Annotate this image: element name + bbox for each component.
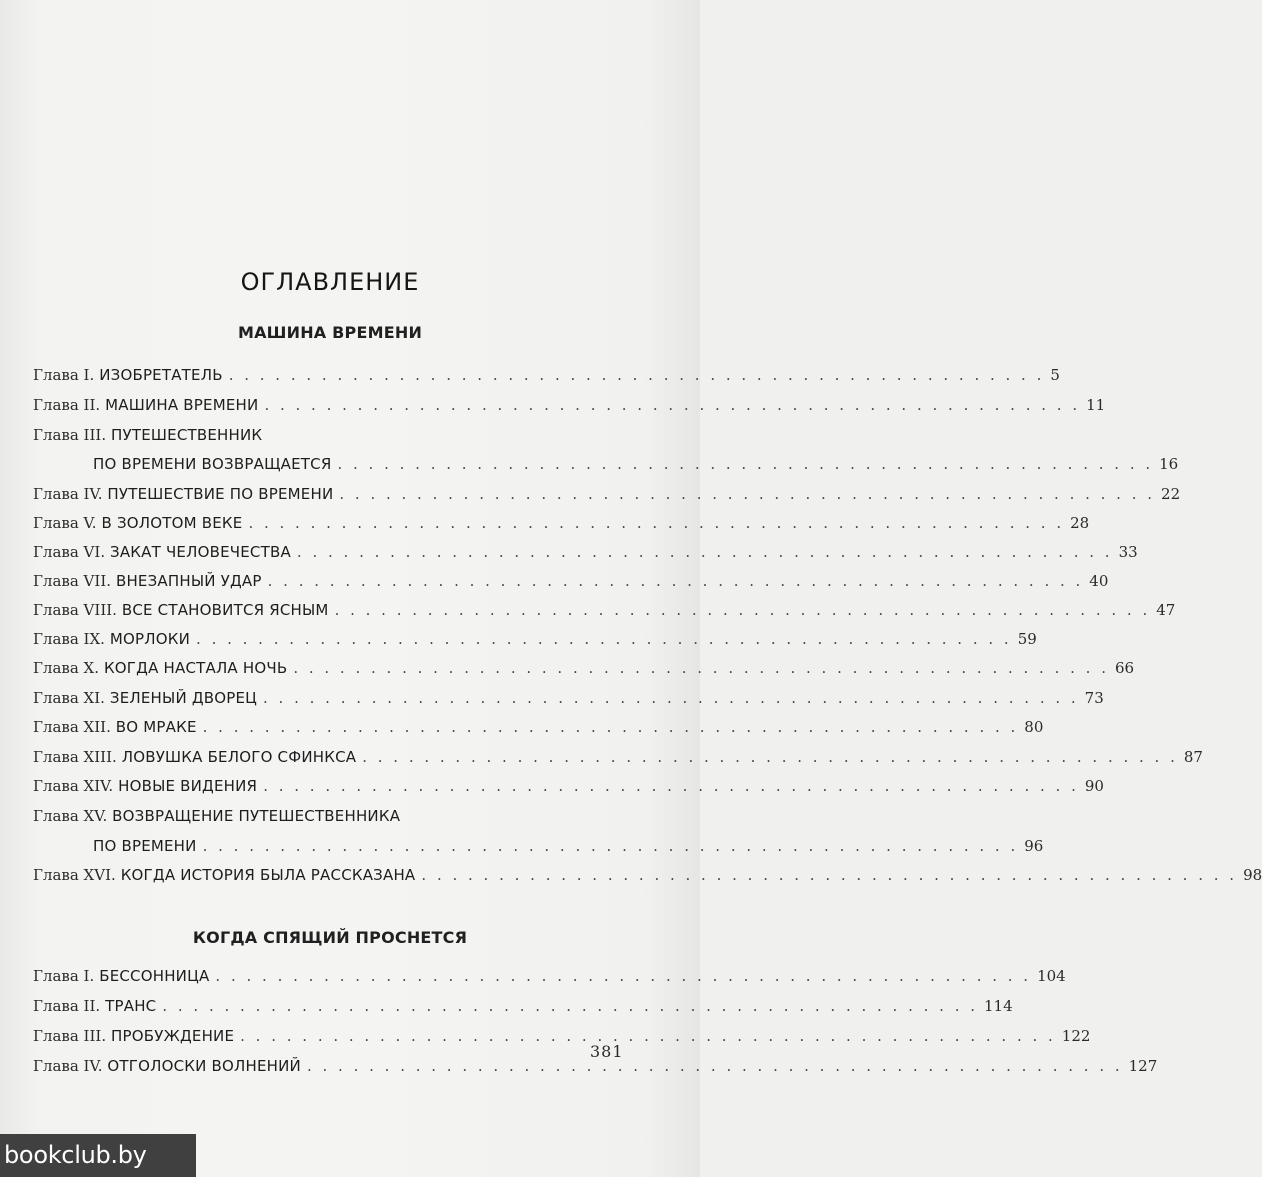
- toc-entry: [33, 659, 1135, 683]
- page-ref: 73: [1084, 689, 1104, 707]
- toc-entry-label: [33, 601, 329, 619]
- chapter-number: Глава IX.: [33, 630, 105, 648]
- dot-leader: . . . . . . . . . . . . . . . . . . . . . . . . . . . . . . . . . . . . . . . . . . . . . . . . . . . . .: [339, 485, 1156, 503]
- dot-leader: . . . . . . . . . . . . . . . . . . . . . . . . . . . . . . . . . . . . . . . . . . . . . . . . . . . . .: [421, 866, 1238, 884]
- toc-entry: [33, 485, 1181, 509]
- toc-entry-label: [33, 1057, 301, 1075]
- toc-entry-label: [33, 1027, 234, 1045]
- toc-entry-label: [33, 866, 415, 884]
- chapter-title: ЛОВУШКА БЕЛОГО СФИНКСА: [121, 748, 357, 766]
- toc-entry: [33, 366, 1060, 390]
- toc-entry-label: [33, 997, 156, 1015]
- dot-leader: . . . . . . . . . . . . . . . . . . . . . . . . . . . . . . . . . . . . . . . . . . . . . . . . . . . . .: [248, 514, 1065, 532]
- dot-leader: . . . . . . . . . . . . . . . . . . . . . . . . . . . . . . . . . . . . . . . . . . . . . . . . . . . . .: [202, 837, 1019, 855]
- chapter-number: Глава VII.: [33, 572, 112, 590]
- page-ref: 104: [1037, 967, 1066, 985]
- page-ref: 16: [1159, 455, 1179, 473]
- page-ref: 66: [1114, 659, 1135, 677]
- chapter-number: Глава XIV.: [33, 777, 114, 795]
- toc-entry: [93, 455, 1179, 479]
- watermark: bookclub.by: [0, 1134, 196, 1177]
- page-ref: 122: [1061, 1027, 1091, 1045]
- page-number: 381: [590, 1042, 624, 1061]
- chapter-number: Глава XIII.: [33, 748, 117, 766]
- toc-entry-label: [33, 426, 262, 444]
- chapter-title: ПО ВРЕМЕНИ ВОЗВРАЩАЕТСЯ: [93, 455, 332, 473]
- chapter-number: Глава XII.: [33, 718, 111, 736]
- dot-leader: . . . . . . . . . . . . . . . . . . . . . . . . . . . . . . . . . . . . . . . . . . . . . . . . . . . . .: [334, 601, 1151, 619]
- section-title: МАШИНА ВРЕМЕНИ: [237, 323, 423, 342]
- dot-leader: . . . . . . . . . . . . . . . . . . . . . . . . . . . . . . . . . . . . . . . . . . . . . . . . . . . . .: [240, 1027, 1056, 1045]
- chapter-title: ВО МРАКЕ: [115, 718, 197, 736]
- page-ref: 96: [1024, 837, 1044, 855]
- page-ref: 98: [1243, 866, 1262, 884]
- chapter-number: Глава XVI.: [33, 866, 116, 884]
- toc-entry-label: [33, 689, 257, 707]
- chapter-number: Глава XV.: [33, 807, 108, 825]
- chapter-title: ВНЕЗАПНЫЙ УДАР: [115, 572, 262, 590]
- chapter-number: Глава VI.: [33, 543, 106, 561]
- chapter-number: Глава I.: [33, 366, 95, 384]
- page-ref: 90: [1084, 777, 1104, 795]
- page-ref: 40: [1089, 572, 1109, 590]
- show-through-text: [330, 60, 334, 78]
- chapter-title: БЕССОННИЦА: [99, 967, 210, 985]
- toc-entry: [33, 1057, 1158, 1081]
- toc-entry: [33, 1027, 1091, 1051]
- chapter-number: Глава IV.: [33, 1057, 103, 1075]
- dot-leader: . . . . . . . . . . . . . . . . . . . . . . . . . . . . . . . . . . . . . . . . . . . . . . . . . . . . .: [263, 689, 1079, 707]
- toc-entry: [33, 748, 1203, 772]
- chapter-number: Глава II.: [33, 997, 101, 1015]
- toc-entry: [33, 630, 1037, 654]
- toc-entry-label: [33, 748, 356, 766]
- chapter-title: МОРЛОКИ: [109, 630, 191, 648]
- toc-entry: [33, 572, 1109, 596]
- chapter-title: ИЗОБРЕТАТЕЛЬ: [99, 366, 223, 384]
- dot-leader: . . . . . . . . . . . . . . . . . . . . . . . . . . . . . . . . . . . . . . . . . . . . . . . . . . . . .: [264, 396, 1081, 414]
- toc-entry: [33, 514, 1090, 538]
- page-ref: 80: [1024, 718, 1044, 736]
- toc-entry-label: [33, 572, 262, 590]
- toc-entry: [33, 866, 1262, 890]
- page-ref: 47: [1156, 601, 1176, 619]
- chapter-title: ПО ВРЕМЕНИ: [93, 837, 197, 855]
- toc-entry-label: [33, 630, 190, 648]
- chapter-title: МАШИНА ВРЕМЕНИ: [105, 396, 259, 414]
- dot-leader: . . . . . . . . . . . . . . . . . . . . . . . . . . . . . . . . . . . . . . . . . . . . . . . . . . . . .: [196, 630, 1012, 648]
- toc-entry: [33, 426, 262, 450]
- toc-entry-label: [33, 514, 242, 532]
- dot-leader: . . . . . . . . . . . . . . . . . . . . . . . . . . . . . . . . . . . . . . . . . . . . . . . . . . . . .: [293, 659, 1109, 677]
- toc-entry-label: [33, 543, 291, 561]
- chapter-number: Глава IV.: [33, 485, 103, 503]
- toc-entry: [33, 689, 1104, 713]
- chapter-number: Глава III.: [33, 426, 107, 444]
- chapter-title: КОГДА ИСТОРИЯ БЫЛА РАССКАЗАНА: [120, 866, 416, 884]
- toc-entry-label: [93, 455, 331, 473]
- chapter-title: ВОЗВРАЩЕНИЕ ПУТЕШЕСТВЕННИКА: [112, 807, 401, 825]
- toc-entry-label: [33, 718, 197, 736]
- toc-entry: [33, 601, 1176, 625]
- page-ref: 114: [984, 997, 1013, 1015]
- chapter-number: Глава VIII.: [33, 601, 117, 619]
- toc-entry-label: [93, 837, 197, 855]
- dot-leader: . . . . . . . . . . . . . . . . . . . . . . . . . . . . . . . . . . . . . . . . . . . . . . . . . . . . .: [202, 718, 1019, 736]
- toc-entry-label: [33, 807, 400, 825]
- toc-entry-label: [33, 396, 258, 414]
- chapter-number: Глава II.: [33, 396, 101, 414]
- chapter-title: ВСЕ СТАНОВИТСЯ ЯСНЫМ: [121, 601, 329, 619]
- chapter-number: Глава V.: [33, 514, 97, 532]
- toc-entry: [33, 777, 1104, 801]
- chapter-title: НОВЫЕ ВИДЕНИЯ: [118, 777, 258, 795]
- dot-leader: . . . . . . . . . . . . . . . . . . . . . . . . . . . . . . . . . . . . . . . . . . . . . . . . . . . . .: [306, 1057, 1123, 1075]
- dot-leader: . . . . . . . . . . . . . . . . . . . . . . . . . . . . . . . . . . . . . . . . . . . . . . . . . . . . .: [267, 572, 1084, 590]
- dot-leader: . . . . . . . . . . . . . . . . . . . . . . . . . . . . . . . . . . . . . . . . . . . . . . . . . . . . .: [263, 777, 1079, 795]
- dot-leader: . . . . . . . . . . . . . . . . . . . . . . . . . . . . . . . . . . . . . . . . . . . . . . . . . . . . .: [337, 455, 1154, 473]
- dot-leader: . . . . . . . . . . . . . . . . . . . . . . . . . . . . . . . . . . . . . . . . . . . . . . . . . . . . .: [362, 748, 1178, 766]
- chapter-title: В ЗОЛОТОМ ВЕКЕ: [101, 514, 243, 532]
- toc-entry: [33, 543, 1138, 567]
- chapter-number: Глава X.: [33, 659, 100, 677]
- page-title: ОГЛАВЛЕНИЕ: [240, 268, 420, 296]
- toc-entry-label: [33, 777, 257, 795]
- dot-leader: . . . . . . . . . . . . . . . . . . . . . . . . . . . . . . . . . . . . . . . . . . . . . . . . . . . . .: [228, 366, 1045, 384]
- page-ref: 11: [1086, 396, 1106, 414]
- chapter-title: ОТГОЛОСКИ ВОЛНЕНИЙ: [107, 1057, 301, 1075]
- toc-entry-label: [33, 485, 333, 503]
- chapter-number: Глава XI.: [33, 689, 105, 707]
- page-ref: 87: [1183, 748, 1203, 766]
- chapter-title: ПУТЕШЕСТВЕННИК: [111, 426, 263, 444]
- page-ref: 33: [1118, 543, 1138, 561]
- chapter-title: ЗАКАТ ЧЕЛОВЕЧЕСТВА: [110, 543, 291, 561]
- page-ref: 127: [1128, 1057, 1158, 1075]
- chapter-title: КОГДА НАСТАЛА НОЧЬ: [103, 659, 288, 677]
- toc-entry: [33, 967, 1066, 991]
- toc-entry-label: [33, 967, 209, 985]
- toc-entry: [33, 807, 400, 831]
- chapter-number: Глава I.: [33, 967, 95, 985]
- toc-entry: [93, 837, 1044, 861]
- dot-leader: . . . . . . . . . . . . . . . . . . . . . . . . . . . . . . . . . . . . . . . . . . . . . . . . . . . . .: [162, 997, 979, 1015]
- toc-entry-label: [33, 366, 223, 384]
- page-ref: 22: [1161, 485, 1181, 503]
- page-ref: 5: [1050, 366, 1060, 384]
- chapter-title: ПРОБУЖДЕНИЕ: [111, 1027, 235, 1045]
- page-ref: 59: [1017, 630, 1037, 648]
- toc-entry: [33, 718, 1044, 742]
- toc-entry-label: [33, 659, 287, 677]
- chapter-title: ЗЕЛЕНЫЙ ДВОРЕЦ: [109, 689, 258, 707]
- section-title: КОГДА СПЯЩИЙ ПРОСНЕТСЯ: [192, 928, 468, 947]
- dot-leader: . . . . . . . . . . . . . . . . . . . . . . . . . . . . . . . . . . . . . . . . . . . . . . . . . . . . .: [215, 967, 1032, 985]
- dot-leader: . . . . . . . . . . . . . . . . . . . . . . . . . . . . . . . . . . . . . . . . . . . . . . . . . . . . .: [296, 543, 1113, 561]
- toc-entry: [33, 396, 1106, 420]
- page-ref: 28: [1070, 514, 1090, 532]
- chapter-title: ТРАНС: [105, 997, 157, 1015]
- toc-entry: [33, 997, 1013, 1021]
- chapter-number: Глава III.: [33, 1027, 107, 1045]
- chapter-title: ПУТЕШЕСТВИЕ ПО ВРЕМЕНИ: [107, 485, 334, 503]
